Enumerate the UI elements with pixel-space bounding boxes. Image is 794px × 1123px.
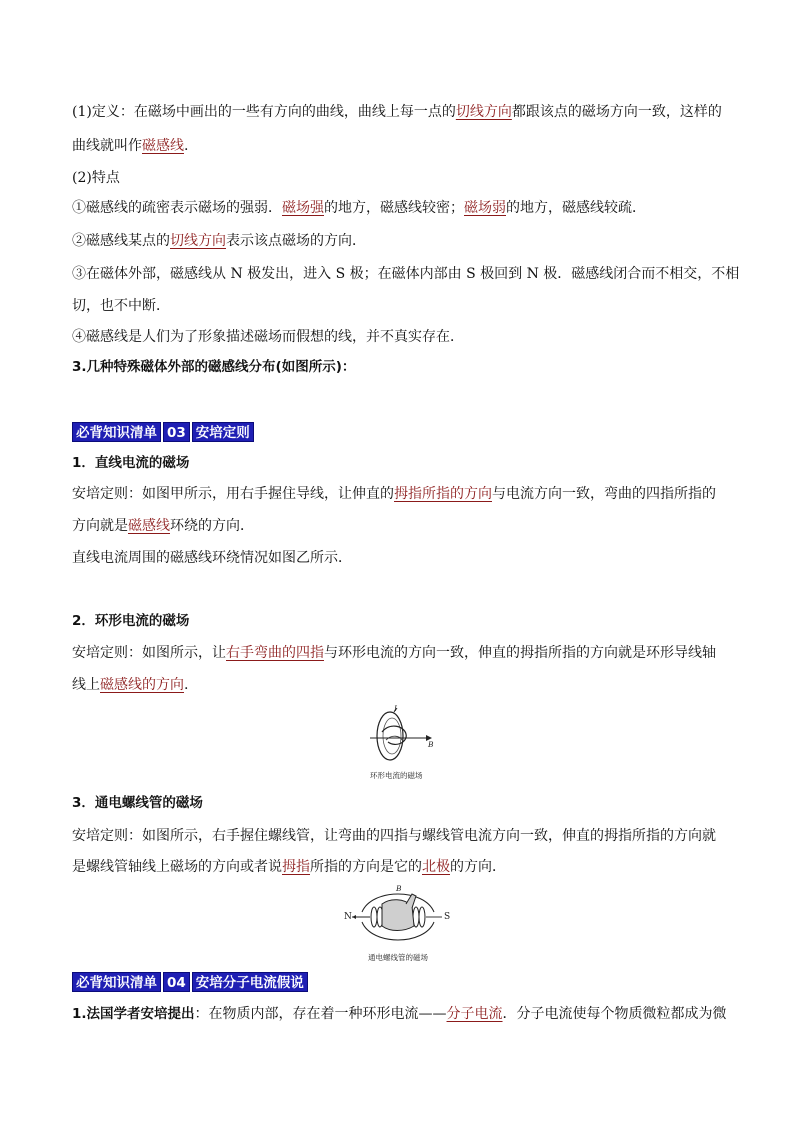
features-heading: (2)特点 [72, 170, 120, 186]
section-1-title: 1．直线电流的磁场 [72, 455, 190, 471]
feature-2: ②磁感线某点的切线方向表示该点磁场的方向． [72, 233, 366, 249]
ring-current-label-b: B [428, 740, 434, 749]
solenoid-label-n: N [344, 912, 352, 922]
section-3-title: 3．通电螺线管的磁场 [72, 795, 203, 811]
answer-field-lines: 磁感线 [142, 138, 184, 154]
definition-line-2: 曲线就叫作磁感线. [72, 138, 189, 154]
ring-current-label-i: I [394, 704, 397, 713]
feature-3-line-2: 切，也不中断． [72, 298, 170, 314]
feature-1: ①磁感线的疏密表示磁场的强弱．磁场强的地方，磁感线较密；磁场弱的地方，磁感线较疏． [72, 200, 646, 216]
solenoid-figure [342, 882, 454, 962]
solenoid-label-b: B [396, 884, 402, 893]
answer-tangent-direction-2: 切线方向 [170, 233, 226, 249]
answer-north-pole: 北极 [422, 859, 450, 875]
answer-thumb-direction: 拇指所指的方向 [394, 486, 492, 502]
feature-4: ④磁感线是人们为了形象描述磁场而假想的线，并不真实存在． [72, 329, 464, 345]
ring-current-figure [360, 704, 440, 782]
section-3-rule-line-1: 安培定则：如图所示，右手握住螺线管，让弯曲的四指与螺线管电流方向一致，伸直的拇指所指的方向就 [72, 828, 716, 844]
section-3-rule-line-2: 是螺线管轴线上磁场的方向或者说拇指所指的方向是它的北极的方向． [72, 859, 506, 875]
feature-3-line-1: ③在磁体外部，磁感线从 N 极发出，进入 S 极；在磁体内部由 S 极回到 N 极．磁感线闭合而不相交，不相 [72, 266, 740, 282]
answer-thumb: 拇指 [282, 859, 310, 875]
section-1-rule-line-1: 安培定则：如图甲所示，用右手握住导线，让伸直的拇指所指的方向与电流方向一致，弯曲的四指所指的 [72, 486, 716, 502]
ring-current-caption: 环形电流的磁场 [370, 771, 423, 780]
answer-curled-fingers: 右手弯曲的四指 [226, 645, 324, 661]
answer-tangent-direction: 切线方向 [455, 104, 512, 120]
section-2-rule-line-2: 线上磁感线的方向. [72, 677, 189, 693]
section-2-rule-line-1: 安培定则：如图所示，让右手弯曲的四指与环形电流的方向一致，伸直的拇指所指的方向就是环形导线轴 [72, 645, 716, 661]
answer-weak-field: 磁场弱 [464, 200, 506, 216]
solenoid-label-s: S [444, 912, 451, 922]
special-magnets-heading: 3.几种特殊磁体外部的磁感线分布(如图所示)： [72, 359, 356, 375]
definition-line-1: (1)定义：在磁场中画出的一些有方向的曲线，曲线上每一点的切线方向都跟该点的磁场方向一致，这样的 [72, 104, 722, 120]
section-banner-03: 必背知识清单 03 安培定则 [72, 422, 254, 442]
section-1-note: 直线电流周围的磁感线环绕情况如图乙所示． [72, 550, 352, 566]
ring-current-illustration [360, 704, 440, 766]
answer-field-line-direction: 磁感线的方向 [100, 677, 184, 693]
section-1-rule-line-2: 方向就是磁感线环绕的方向． [72, 518, 254, 534]
section-banner-04: 必背知识清单 04 安培分子电流假说 [72, 972, 308, 992]
solenoid-caption: 通电螺线管的磁场 [368, 953, 428, 962]
answer-field-lines-2: 磁感线 [128, 518, 170, 534]
answer-molecular-current: 分子电流 [446, 1006, 503, 1022]
molecular-current-hypothesis: 1.法国学者安培提出：在物质内部，存在着一种环形电流——分子电流．分子电流使每个物质微粒都成为微 [72, 1006, 727, 1022]
answer-strong-field: 磁场强 [282, 200, 324, 216]
section-2-title: 2．环形电流的磁场 [72, 613, 190, 629]
